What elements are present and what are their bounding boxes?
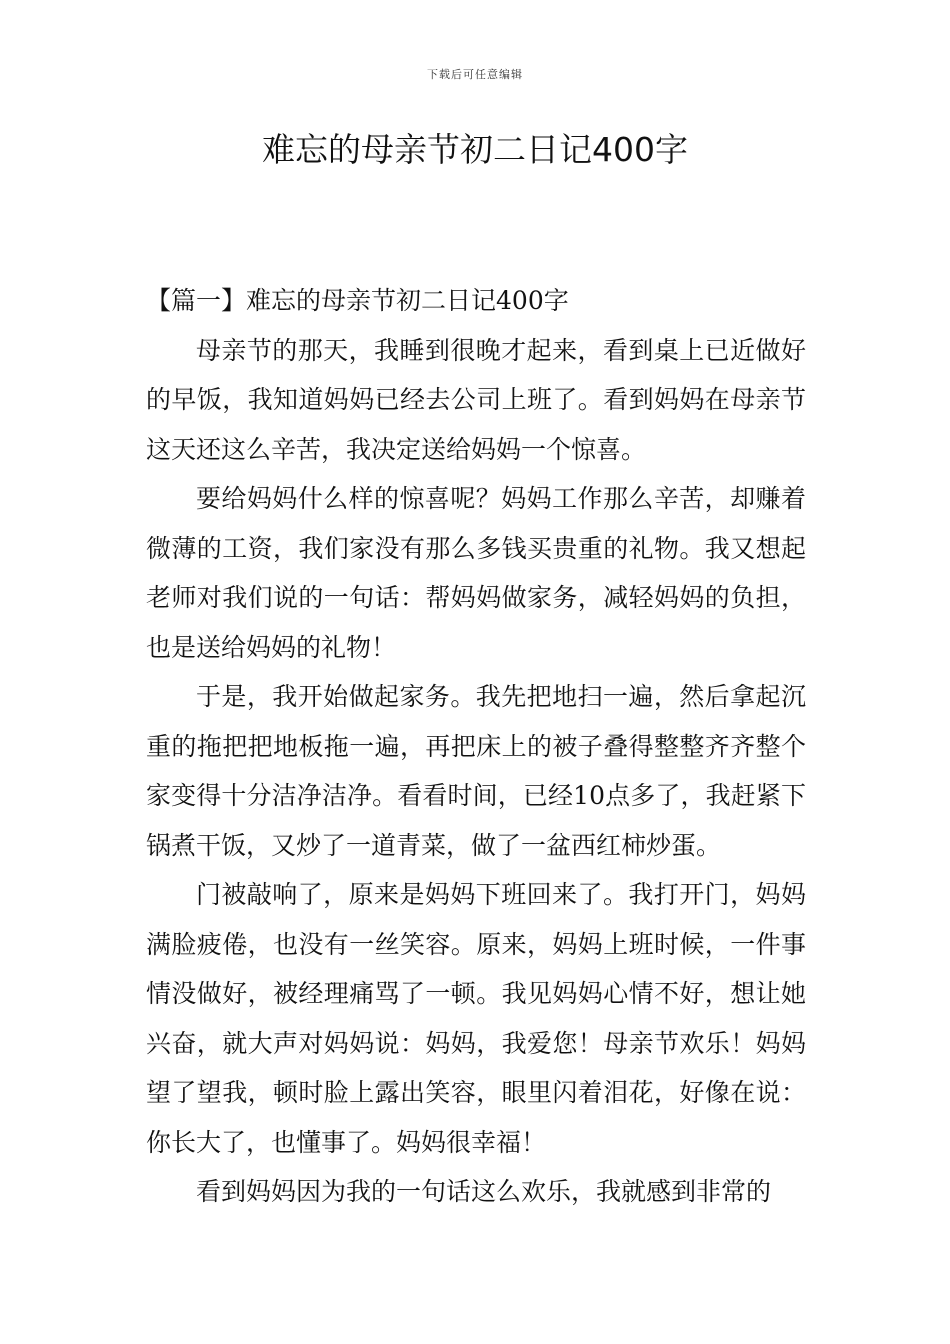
header-note: 下载后可任意编辑 [427,68,523,81]
section-heading: 【篇一】难忘的母亲节初二日记400字 [146,286,569,315]
paragraph-4: 门被敲响了，原来是妈妈下班回来了。我打开门，妈妈满脸疲倦，也没有一丝笑容。原来，妈妈上班时候，一件事情没做好，被经理痛骂了一顿。我见妈妈心情不好，想让她兴奋，就大声对妈妈说：妈妈，我爱您！母亲节欢乐！妈妈望了望我，顿时脸上露出笑容，眼里闪着泪花，好像在说：你长大了，也懂事了。妈妈很幸福！ [146,880,806,1157]
document-body [146,276,806,1217]
paragraph-3: 于是，我开始做起家务。我先把地扫一遍，然后拿起沉重的拖把把地板拖一遍，再把床上的被子叠得整整齐齐整个家变得十分洁净洁净。看看时间，已经10点多了，我赶紧下锅煮干饭，又炒了一道青菜，做了一盆西红柿炒蛋。 [146,682,806,860]
paragraph-2: 要给妈妈什么样的惊喜呢？妈妈工作那么辛苦，却赚着微薄的工资，我们家没有那么多钱买贵重的礼物。我又想起老师对我们说的一句话：帮妈妈做家务，减轻妈妈的负担，也是送给妈妈的礼物！ [146,484,806,662]
paragraph-1: 母亲节的那天，我睡到很晚才起来，看到桌上已近做好的早饭，我知道妈妈已经去公司上班了。看到妈妈在母亲节这天还这么辛苦，我决定送给妈妈一个惊喜。 [146,335,806,464]
paragraph-5: 看到妈妈因为我的一句话这么欢乐，我就感到非常的 [196,1177,772,1206]
page-title: 难忘的母亲节初二日记400字 [262,130,688,169]
